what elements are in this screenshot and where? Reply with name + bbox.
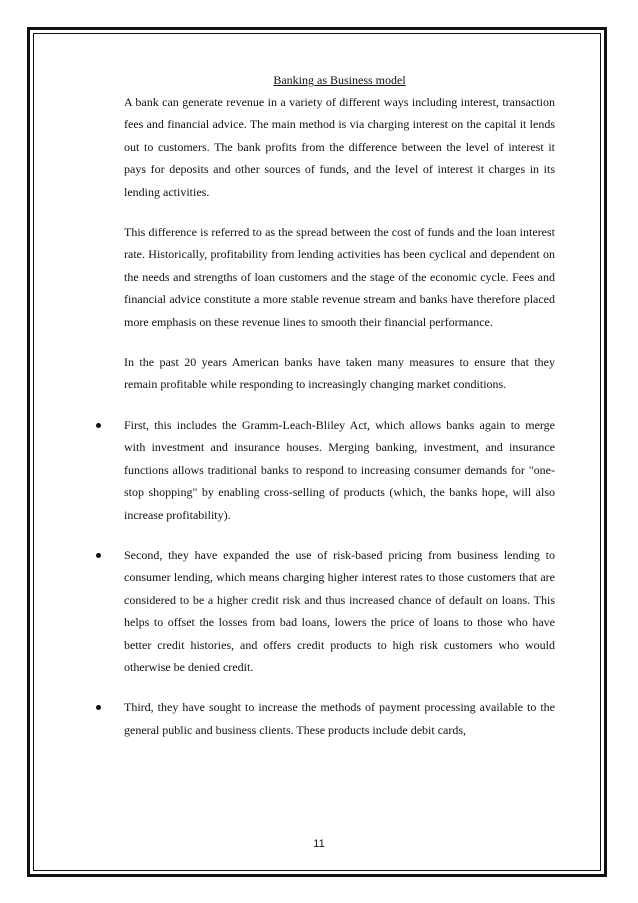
bullet-item-3 bbox=[124, 696, 555, 741]
bullet-dot-icon bbox=[96, 423, 101, 428]
bullet-text: Second, they have expanded the use of risk-based pricing from business lending to consumer lending, which means charging higher interest rates to those customers that are considered to be a higher credit risk and thus increased chance of default on loans. This helps to offset the losses from bad loans, lowers the price of loans to those who have better credit histories, and offers credit products to high risk customers who would otherwise be denied credit. bbox=[124, 547, 555, 674]
page-number: 11 bbox=[313, 838, 325, 850]
paragraph-2: This difference is referred to as the spread between the cost of funds and the loan interest rate. Historically, profitability from lending activities has been cyclical and dependent on the needs and strengths of loan customers and the stage of the economic cycle. Fees and financial advice constitute a more stable revenue stream and banks have therefore placed more emphasis on these revenue lines to smooth their financial performance. bbox=[124, 225, 555, 329]
document-body bbox=[124, 69, 555, 741]
bullet-text: Third, they have sought to increase the methods of payment processing available to the general public and business clients. These products include debit cards, bbox=[124, 700, 555, 737]
bullet-item-1 bbox=[124, 414, 555, 526]
bullet-text: First, this includes the Gramm-Leach-Bliley Act, which allows banks again to merge with investment and insurance houses. Merging banking, investment, and insurance functions allows traditional banks to respond to increasing consumer demands for "one-stop shopping" by enabling cross-selling of products (which, the banks hope, will also increase profitability). bbox=[124, 417, 555, 522]
paragraph-3: In the past 20 years American banks have taken many measures to ensure that they remain profitable while responding to increasingly changing market conditions. bbox=[124, 355, 555, 392]
bullet-dot-icon bbox=[96, 553, 101, 558]
paragraph-1: A bank can generate revenue in a variety of different ways including interest, transaction fees and financial advice. The main method is via charging interest on the capital it lends out to customers. The bank profits from the difference between the level of interest it pays for deposits and other sources of funds, and the level of interest it charges in its lending activities. bbox=[124, 95, 555, 199]
bullet-item-2 bbox=[124, 544, 555, 678]
document-title: Banking as Business model bbox=[273, 73, 406, 87]
